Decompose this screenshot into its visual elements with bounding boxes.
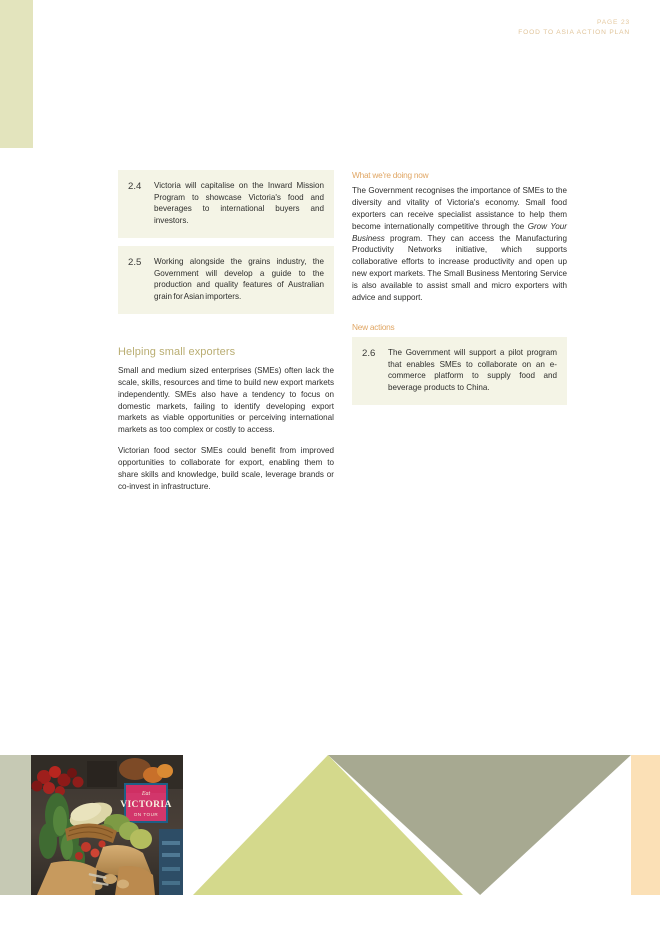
program-name-italic: Grow Your Business <box>352 221 567 243</box>
svg-text:Eat: Eat <box>141 791 151 797</box>
svg-text:ON TOUR: ON TOUR <box>133 812 159 817</box>
section-heading-what-were-doing-now: What we're doing now <box>352 170 429 180</box>
paragraph-text-part-1: The Government recognises the importance of SMEs to the diversity and vitality of Victoria's economy. Small food exporters can receive specialist assistance to help them become internationally competitive through the <box>352 186 567 231</box>
document-title-label: FOOD TO ASIA ACTION PLAN <box>518 29 630 37</box>
action-number: 2.5 <box>128 256 142 268</box>
page-number-label: PAGE 23 <box>597 19 630 26</box>
action-item-2-6 <box>352 337 567 405</box>
action-number: 2.6 <box>362 347 376 359</box>
action-item-2-5 <box>118 246 334 314</box>
right-column <box>352 170 567 405</box>
footer-decorative-artwork <box>0 755 660 895</box>
market-produce-photo <box>31 755 183 895</box>
svg-text:VICTORIA: VICTORIA <box>120 800 172 810</box>
footer-peach-strip <box>631 755 660 895</box>
section-heading-new-actions: New actions <box>352 321 395 332</box>
paragraph-text-part-2: program. They can access the Manufacturing Productivity Networks initiative, which supports collaborative efforts to increase productivity and open up new export markets. The Small Business Mentoring Service is also available to assist small and micro exporters with advice and support. <box>352 233 567 303</box>
action-text: Working alongside the grains industry, the Government will develop a guide to the production and quality features of Australian grain for Asian importers. <box>154 256 324 302</box>
action-text: Victoria will capitalise on the Inward Mission Program to showcase Victoria's food and beverages to international buyers and investors. <box>154 181 324 226</box>
left-column <box>118 170 334 493</box>
photo-illustration <box>31 755 183 895</box>
body-paragraph: Victorian food sector SMEs could benefit from improved opportunities to collaborate for export, enabling them to share skills and knowledge, build scale, leverage brands or co-invest in infrastructure. <box>118 446 334 491</box>
action-item-2-4 <box>118 170 334 238</box>
body-paragraph-doing-now <box>352 185 567 304</box>
body-paragraph: Small and medium sized enterprises (SMEs) often lack the scale, skills, resources and time to build new export markets independently. SMEs also have a tendency to focus on domestic markets, failing to identify developing export markets as viable opportunities or perceiving international markets as too complex or costly to access. <box>118 365 334 435</box>
section-heading-helping-small-exporters: Helping small exporters <box>118 345 236 358</box>
action-text: The Government will support a pilot program that enables SMEs to collaborate on an e-commerce platform to supply food and beverage products to China. <box>388 347 557 393</box>
footer-left-sage-band <box>0 755 33 895</box>
action-number: 2.4 <box>128 181 142 192</box>
